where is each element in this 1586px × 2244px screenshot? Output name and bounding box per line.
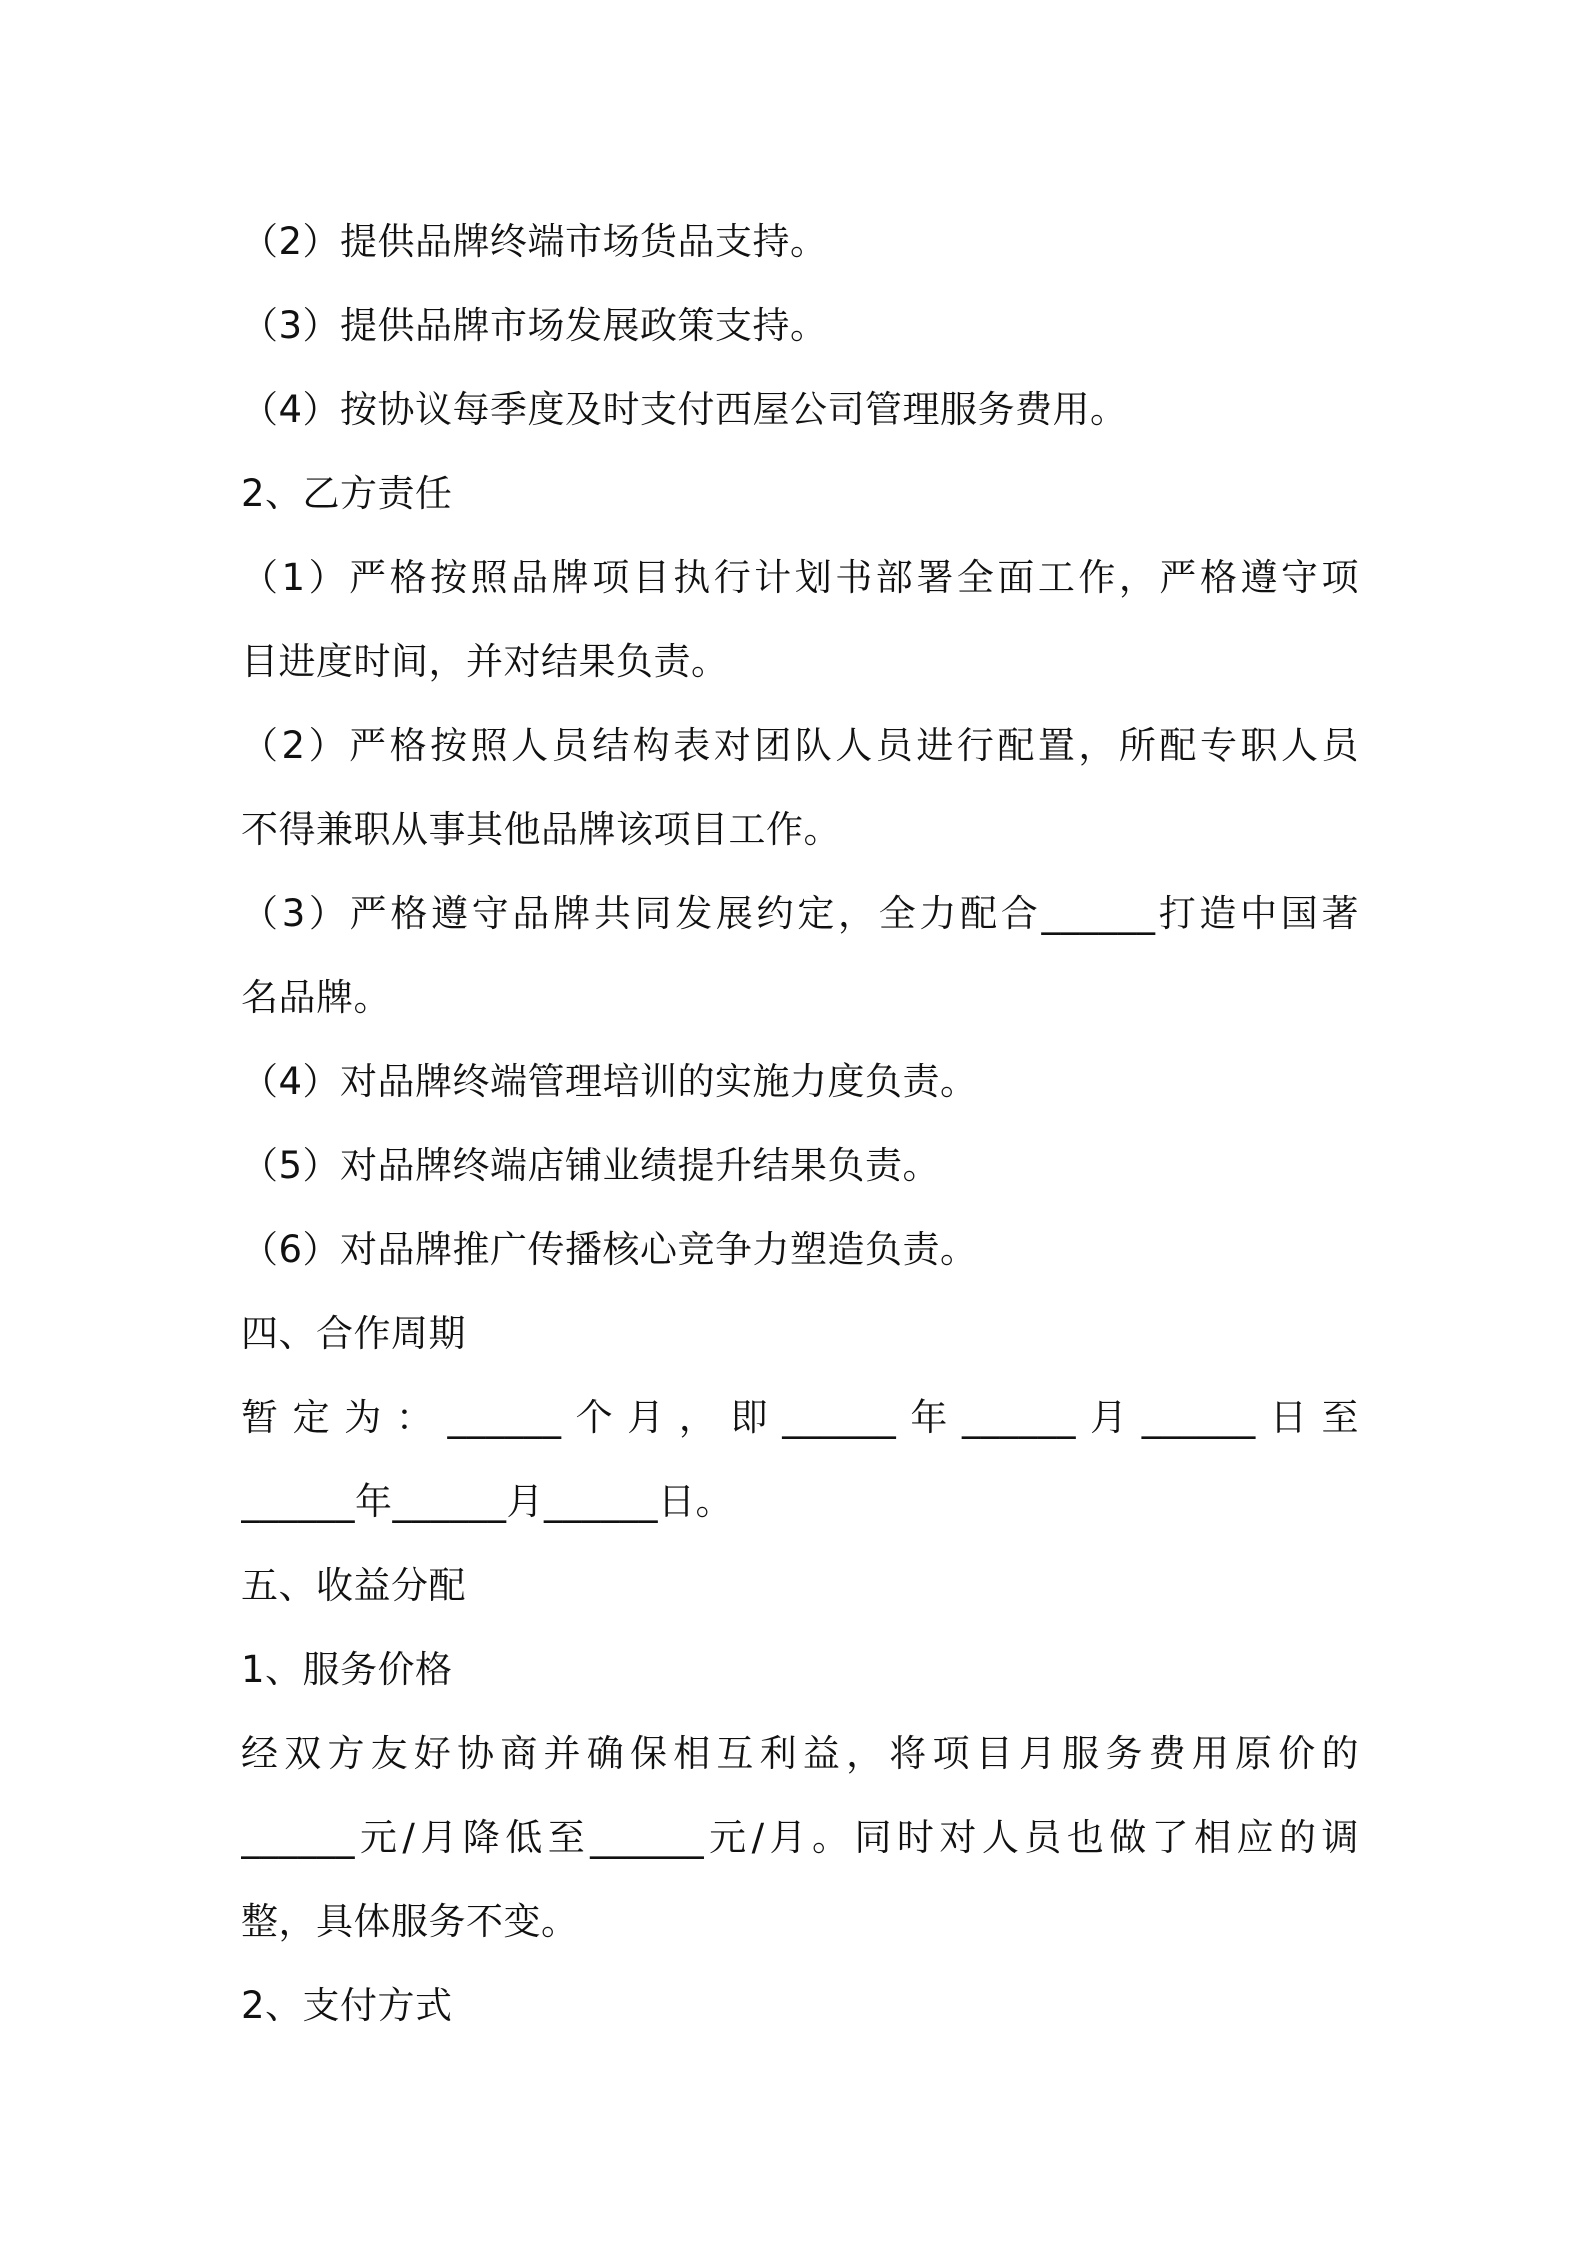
paragraph-line: 整，具体服务不变。 bbox=[241, 1900, 579, 1943]
paragraph-line: （6）对品牌推广传播核心竞争力塑造负责。 bbox=[241, 1228, 978, 1271]
document-body bbox=[241, 200, 1359, 2048]
paragraph-line: ______元/月降低至______元/月。同时对人员也做了相应的调 bbox=[241, 1816, 1359, 1859]
paragraph-line: 名品牌。 bbox=[241, 976, 391, 1019]
paragraph-line: （4）按协议每季度及时支付西屋公司管理服务费用。 bbox=[241, 388, 1128, 431]
paragraph-line: （3）严格遵守品牌共同发展约定，全力配合______打造中国著 bbox=[241, 892, 1359, 935]
paragraph-line: （4）对品牌终端管理培训的实施力度负责。 bbox=[241, 1060, 978, 1103]
paragraph-line: 经双方友好协商并确保相互利益，将项目月服务费用原价的 bbox=[241, 1732, 1359, 1775]
paragraph-line: 暂定为：______个月，即______年______月______日至 bbox=[241, 1396, 1359, 1439]
paragraph-line: （2）严格按照人员结构表对团队人员进行配置，所配专职人员 bbox=[241, 724, 1359, 767]
section-heading: 五、收益分配 bbox=[241, 1564, 466, 1607]
section-heading: 四、合作周期 bbox=[241, 1312, 466, 1355]
paragraph-line: （3）提供品牌市场发展政策支持。 bbox=[241, 304, 828, 347]
paragraph-line: ______年______月______日。 bbox=[241, 1480, 733, 1523]
subsection-heading: 1、服务价格 bbox=[241, 1648, 453, 1691]
paragraph-line: 不得兼职从事其他品牌该项目工作。 bbox=[241, 808, 841, 851]
paragraph-line: 目进度时间，并对结果负责。 bbox=[241, 640, 729, 683]
paragraph-line: （1）严格按照品牌项目执行计划书部署全面工作，严格遵守项 bbox=[241, 556, 1359, 599]
paragraph-line: （2）提供品牌终端市场货品支持。 bbox=[241, 220, 828, 263]
subsection-heading: 2、支付方式 bbox=[241, 1984, 453, 2027]
paragraph-line: （5）对品牌终端店铺业绩提升结果负责。 bbox=[241, 1144, 941, 1187]
section-heading: 2、乙方责任 bbox=[241, 472, 453, 515]
